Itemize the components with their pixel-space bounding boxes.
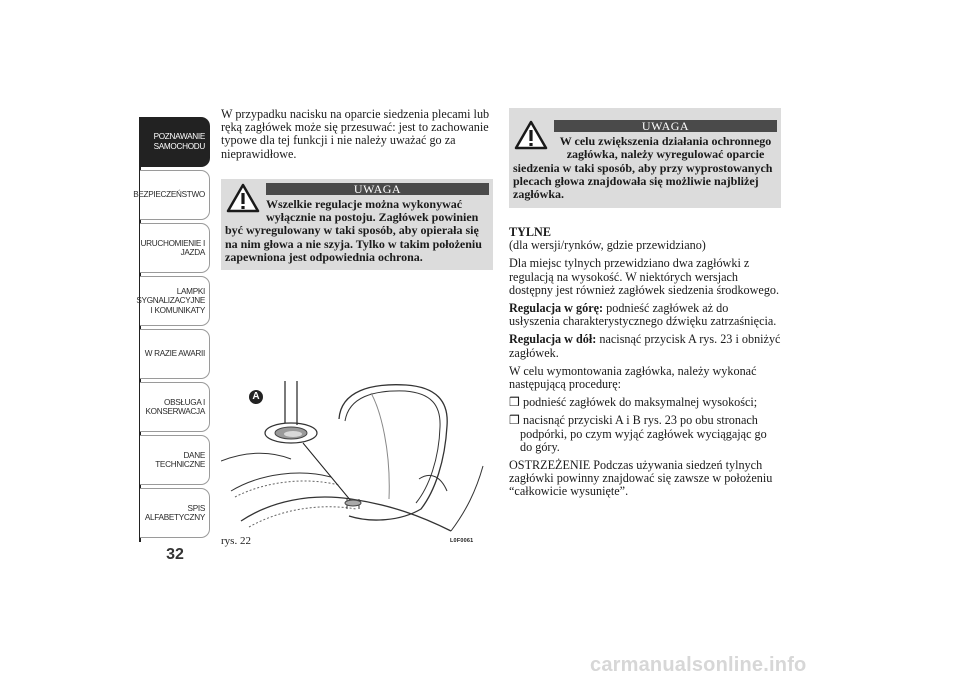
headrest-illustration xyxy=(221,381,493,548)
adjust-up-paragraph: Regulacja w górę: podnieść zagłówek aż do usłyszenia charakterystycznego dźwięku zatrzaśnięcia. xyxy=(509,301,777,329)
warning-box xyxy=(221,179,493,270)
adjust-down-paragraph: Regulacja w dół: nacisnąć przycisk A rys. 23 i obniżyć zagłówek. xyxy=(509,332,781,360)
tab-poznawanie-samochodu[interactable]: POZNAWANIE SAMOCHODU xyxy=(140,117,210,167)
intro-paragraph: W przypadku nacisku na oparcie siedzenia plecami lub ręką zagłówek może się przesuwać: jest to zachowanie typowe dla tej funkcji i nie należy uważać go za nieprawidłowe. xyxy=(221,107,490,161)
removal-intro: W celu wymontowania zagłówka, należy wykonać następującą procedurę: xyxy=(509,363,757,392)
warning-triangle-icon xyxy=(226,183,260,213)
warning-text: Wszelkie regulacje można wykonywać wyłącznie na postoju. Zagłówek powinien być wyregulowany w taki sposób, aby opierała się na nim głowa a nie szyja. Tylko w takim położeniu zapewniona jest odpowiednia ochrona. xyxy=(225,196,482,264)
section-title: TYLNE xyxy=(509,225,551,239)
list-item: ❒ podnieść zagłówek do maksymalnej wysokości; xyxy=(509,395,758,410)
warning-box-2 xyxy=(509,108,781,208)
figure-caption: rys. 22 xyxy=(221,535,251,547)
list-item: ❒ nacisnąć przyciski A i B rys. 23 po obu stronach podpórki, po czym wyjąć zagłówek wyciągając go do góry. xyxy=(509,413,767,454)
tab-w-razie-awarii[interactable]: W RAZIE AWARII xyxy=(140,329,210,379)
section-subtitle: (dla wersji/rynków, gdzie przewidziano) xyxy=(509,238,706,253)
warning-heading: UWAGA xyxy=(266,183,489,195)
caution-paragraph: OSTRZEŻENIE Podczas używania siedzeń tylnych zagłówki powinny znajdować się zawsze w położeniu “całkowicie wysunięte”. xyxy=(509,458,773,499)
rear-headrest-paragraph: Dla miejsc tylnych przewidziano dwa zagłówki z regulacją na wysokość. W niektórych wersjach dostępny jest również zagłówek siedzenia środkowego. xyxy=(509,256,780,297)
tab-bezpieczenstwo[interactable]: BEZPIECZEŃSTWO xyxy=(140,170,210,220)
watermark: carmanualsonline.info xyxy=(590,654,807,676)
tab-uruchomienie-i-jazda[interactable]: URUCHOMIENIE I JAZDA xyxy=(140,223,210,273)
tab-dane-techniczne[interactable]: DANE TECHNICZNE xyxy=(140,435,210,485)
tab-lampki-sygnalizacyjne[interactable]: LAMPKI SYGNALIZACYJNE I KOMUNIKATY xyxy=(140,276,210,326)
warning-triangle-icon xyxy=(514,120,548,150)
figure-code: L0F0061 xyxy=(450,538,474,544)
warning-text-2-rest: siedzenia w taki sposób, aby przy wyprostowanych plecach głowa znajdowała się możliwie najbliżej zagłówka. xyxy=(513,160,773,202)
right-column xyxy=(509,108,781,499)
tab-spis-alfabetyczny[interactable]: SPIS ALFABETYCZNY xyxy=(140,488,210,538)
tab-obsluga-i-konserwacja[interactable]: OBSŁUGA I KONSERWACJA xyxy=(140,382,210,432)
warning-text-2: W celu zwiększenia działania ochronnego zagłówka, należy wyregulować oparcie xyxy=(559,134,772,162)
left-column xyxy=(221,108,493,270)
page-number: 32 xyxy=(166,546,184,563)
callout-a-label: A xyxy=(252,391,260,402)
warning-heading-2: UWAGA xyxy=(554,120,777,132)
